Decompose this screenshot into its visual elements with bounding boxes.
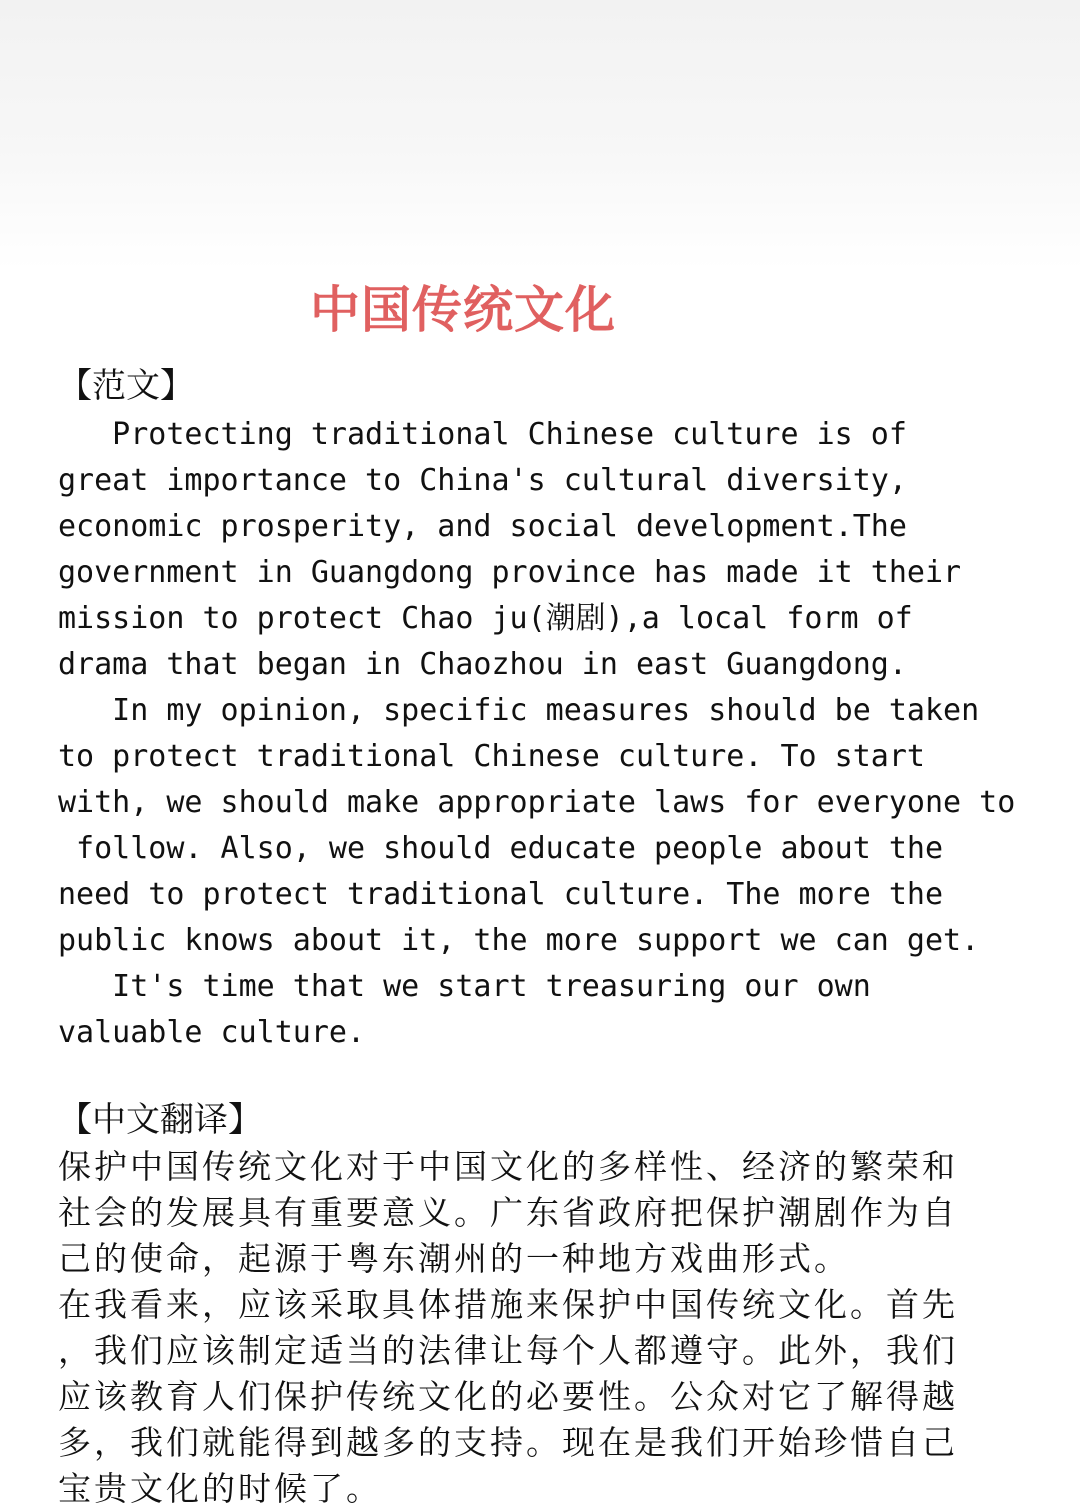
essay-line: great importance to China's cultural diversity, [58,463,907,498]
translation-line: 应该教育人们保护传统文化的必要性。公众对它了解得越 [58,1377,958,1416]
translation-line: 社会的发展具有重要意义。广东省政府把保护潮剧作为自 [58,1193,958,1232]
essay-line: In my opinion, specific measures should be taken [58,693,980,728]
essay-line: with, we should make appropriate laws for everyone to [58,785,1016,820]
essay-line: government in Guangdong province has made it their [58,555,962,590]
translation-line: 宝贵文化的时候了。 [58,1469,382,1508]
essay-line: valuable culture. [58,1015,366,1050]
translation-line: 多，我们就能得到越多的支持。现在是我们开始珍惜自己 [58,1423,958,1462]
essay-line: need to protect traditional culture. The more the [58,877,944,912]
page-title: 中国传统文化 [310,281,616,339]
essay-line: drama that began in Chaozhou in east Guangdong. [58,647,907,682]
essay-line: economic prosperity, and social development.The [58,509,907,544]
translation-section-label: 【中文翻译】 [58,1100,262,1140]
essay-line: mission to protect Chao ju(潮剧),a local form of [58,601,913,636]
essay-line: public knows about it, the more support we can get. [58,923,980,958]
header-blank-area [0,0,1080,270]
translation-line: 己的使命，起源于粤东潮州的一种地方戏曲形式。 [58,1239,850,1278]
translation-line: 在我看来，应该采取具体措施来保护中国传统文化。首先 [58,1285,958,1324]
essay-line: follow. Also, we should educate people about the [58,831,944,866]
essay-line: to protect traditional Chinese culture. To start [58,739,925,774]
translation-line: 保护中国传统文化对于中国文化的多样性、经济的繁荣和 [58,1147,958,1186]
essay-line: Protecting traditional Chinese culture is of [58,417,907,452]
essay-section-label: 【范文】 [58,366,194,406]
translation-line: ，我们应该制定适当的法律让每个人都遵守。此外，我们 [58,1331,958,1370]
essay-line: It's time that we start treasuring our own [58,969,871,1004]
